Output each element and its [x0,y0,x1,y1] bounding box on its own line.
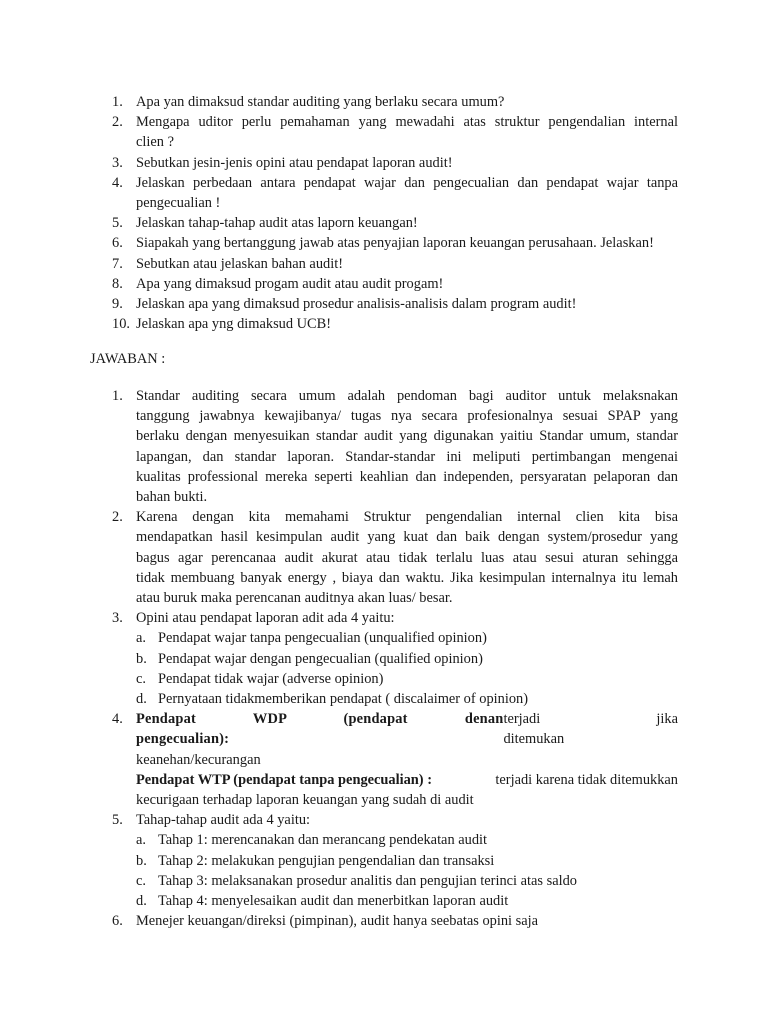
answer-list [90,386,678,931]
answer-line: terjadi karena tidak ditemukkan [495,771,678,788]
answer-line: Opini atau pendapat laporan adit ada 4 yaitu: [136,610,395,627]
answer-line: tanggung jawabnya kewajibanya/ tugas nya secara profesionalnya sesuai SPAP yang [136,408,678,425]
sub-marker: a. [136,630,146,647]
question-text: Sebutkan jesin-jenis opini atau pendapat laporan audit! [136,154,453,171]
answer-line: bahan bukti. [136,489,208,506]
item-number: 5. [112,812,123,829]
answer-line: atau buruk maka perencanan auditnya akan luas/ besar. [136,590,453,607]
sub-text: Tahap 3: melaksanakan prosedur analitis dan pengujian terinci atas saldo [158,872,577,889]
sub-text: Pendapat tidak wajar (adverse opinion) [158,670,384,687]
question-text: Siapakah yang bertanggung jawab atas penyajian laporan keuangan perusahaan. Jelaskan! [136,235,654,252]
item-number: 4. [112,711,123,728]
sub-text: Tahap 2: melakukan pengujian pengendalian dan transaksi [158,852,495,869]
list-item [90,254,678,274]
sub-text: Tahap 4: menyelesaikan audit dan menerbitkan laporan audit [158,893,509,910]
list-item [90,294,678,314]
list-item [90,92,678,112]
sub-marker: d. [136,691,147,708]
question-text: Jelaskan apa yng dimaksud UCB! [136,316,332,333]
item-number: 4. [112,174,123,191]
list-item [90,810,678,830]
sub-text: Pendapat wajar dengan pengecualian (qualified opinion) [158,650,483,667]
list-item [90,153,678,173]
sub-item [90,669,678,689]
item-number: 1. [112,388,123,404]
item-number: 7. [112,255,123,272]
answer-line: bagus agar perencanaa audit akurat atau tidak terlalu luas atau sesui aturan sehingga [136,549,678,566]
item-number: 1. [112,94,123,110]
sub-item [90,830,678,850]
item-number: 2. [112,114,123,131]
sub-marker: a. [136,832,146,849]
question-text: Jelaskan apa yang dimaksud prosedur analisis-analisis dalam program audit! [136,296,577,313]
item-number: 9. [112,296,123,313]
list-item [90,314,678,334]
question-text: clien ? [136,134,174,151]
list-item [90,911,678,931]
list-item [90,608,678,628]
list-item [90,507,678,608]
list-item [90,386,678,507]
answer-line: tidak membuang banyak energy , biaya dan waktu. Jika kesimpulan internalnya itu lemah [136,569,678,586]
answer-line: Standar auditing secara umum adalah pendoman bagi auditor untuk melaksnakan [136,388,678,404]
sub-marker: b. [136,650,147,667]
item-number: 3. [112,154,123,171]
question-text: Mengapa uditor perlu pemahaman yang mewadahi atas struktur pengendalian internal [136,114,678,131]
sub-item [90,628,678,648]
answer-line: terjadi jika ditemukan [503,711,678,748]
question-text: Jelaskan perbedaan antara pendapat wajar dan pengecualian dan pendapat wajar tanpa [136,174,678,191]
answer-line: mendapatkan hasil kesimpulan audit yang kuat dan baik dengan system/prosedur yang [136,529,678,546]
item-number: 6. [112,235,123,252]
sub-item [90,689,678,709]
sub-item [90,891,678,911]
sub-item [90,871,678,891]
answer-line: lapangan, dan standar laporan. Standar-standar ini meliputi pertimbangan mengenai [136,448,678,465]
list-item [90,173,678,213]
question-list [90,92,678,334]
answers-heading: JAWABAN : [90,351,166,367]
answer-line: berlaku dengan menyesuikan standar audit yang digunakan yaitiu Standar umum, standar [136,428,678,445]
question-text: Sebutkan atau jelaskan bahan audit! [136,255,343,272]
question-text: pengecualian ! [136,195,221,212]
answer-term: Pendapat WDP (pendapat denan pengecualian): [136,711,504,748]
answer-line: Tahap-tahap audit ada 4 yaitu: [136,812,311,829]
item-number: 10. [112,316,130,333]
question-text: Jelaskan tahap-tahap audit atas laporn keuangan! [136,215,418,232]
item-number: 8. [112,275,123,292]
list-item [90,233,678,253]
list-item [90,112,678,152]
sub-marker: b. [136,852,147,869]
sub-text: Pernyataan tidakmemberikan pendapat ( discalaimer of opinion) [158,691,529,708]
sub-marker: d. [136,893,147,910]
item-number: 5. [112,215,123,232]
sub-item [90,649,678,669]
sub-item [90,851,678,871]
answer-term: Pendapat WTP (pendapat tanpa pengecualian) : [136,771,432,788]
list-item [90,274,678,294]
sub-text: Pendapat wajar tanpa pengecualian (unqualified opinion) [158,630,487,647]
answer-line: Karena dengan kita memahami Struktur pengendalian internal clien kita bisa [136,509,678,526]
item-number: 2. [112,509,123,526]
answer-line: kualitas professional mereka seperti keahlian dan independen, persyaratan pelaporan dan [136,468,678,485]
answer-line: keanehan/kecurangan [136,751,261,768]
list-item [90,213,678,233]
answer-line: Menejer keuangan/direksi (pimpinan), audit hanya seebatas opini saja [136,913,539,930]
sub-text: Tahap 1: merencanakan dan merancang pendekatan audit [158,832,488,849]
list-item [90,709,678,810]
question-text: Apa yan dimaksud standar auditing yang berlaku secara umum? [136,94,505,110]
question-text: Apa yang dimaksud progam audit atau audit progam! [136,275,444,292]
sub-marker: c. [136,872,146,889]
item-number: 3. [112,610,123,627]
answer-line: kecurigaan terhadap laporan keuangan yang sudah di audit [136,792,474,809]
item-number: 6. [112,913,123,930]
sub-marker: c. [136,670,146,687]
